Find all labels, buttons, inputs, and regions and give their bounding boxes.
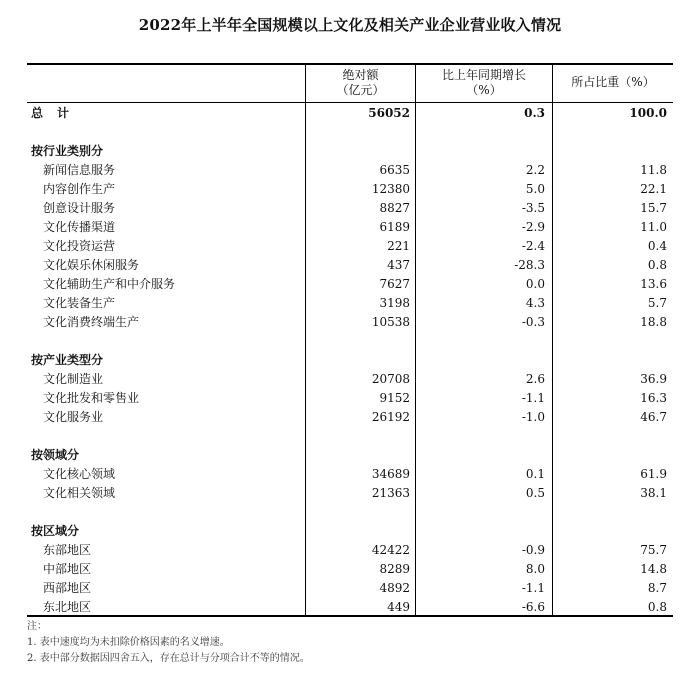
growth-cell: -28.3 (514, 258, 545, 272)
note-item: 1. 表中速度均为未扣除价格因素的名义增速。 (27, 637, 230, 648)
row-label: 文化核心领域 (43, 467, 116, 481)
table-row (0, 370, 700, 388)
row-label: 文化消费终端生产 (43, 315, 140, 329)
amount-cell: 6189 (379, 220, 410, 234)
growth-cell: -2.4 (521, 239, 545, 253)
page-title: 2022年上半年全国规模以上文化及相关产业企业营业收入情况 (138, 16, 562, 34)
table-row (0, 579, 700, 597)
share-cell: 16.3 (640, 391, 667, 405)
notes (27, 619, 310, 667)
header-amount (306, 68, 415, 98)
amount-cell: 20708 (371, 372, 410, 386)
share-cell: 38.1 (640, 486, 667, 500)
table-row (0, 313, 700, 331)
amount-cell: 6635 (379, 163, 410, 177)
growth-cell: -1.0 (521, 410, 545, 424)
growth-cell: 0.0 (525, 277, 545, 291)
table-row (0, 598, 700, 616)
section-title: 按产业类型分 (31, 353, 104, 367)
share-cell: 14.8 (640, 562, 667, 576)
row-label: 文化传播渠道 (43, 220, 116, 234)
share-cell: 100.0 (629, 106, 667, 120)
amount-cell: 9152 (379, 391, 410, 405)
amount-cell: 12380 (371, 182, 410, 196)
growth-cell: -3.5 (521, 201, 545, 215)
note-item: 2. 表中部分数据因四舍五入，存在总计与分项合计不等的情况。 (27, 653, 310, 664)
section-title: 按行业类别分 (31, 144, 104, 158)
growth-cell: 0.5 (525, 486, 545, 500)
table-row (0, 199, 700, 217)
amount-cell: 8827 (379, 201, 410, 215)
growth-cell: 0.3 (524, 106, 545, 120)
share-cell: 61.9 (640, 467, 667, 481)
row-label: 中部地区 (43, 562, 92, 576)
amount-cell: 21363 (371, 486, 410, 500)
header-growth-unit: （%） (466, 83, 502, 97)
section-heading (0, 446, 700, 464)
row-label: 新闻信息服务 (43, 163, 116, 177)
table-row (0, 218, 700, 236)
table-row (0, 275, 700, 293)
amount-cell: 7627 (379, 277, 410, 291)
row-label: 总计 (31, 106, 84, 120)
section-heading (0, 351, 700, 369)
growth-cell: 4.3 (525, 296, 545, 310)
row-label: 文化装备生产 (43, 296, 116, 310)
row-label: 文化投资运营 (43, 239, 116, 253)
row-label: 创意设计服务 (43, 201, 116, 215)
growth-cell: 2.6 (525, 372, 545, 386)
section-title: 按区域分 (31, 524, 80, 538)
amount-cell: 8289 (379, 562, 410, 576)
growth-cell: -2.9 (521, 220, 545, 234)
section-title: 按领域分 (31, 448, 80, 462)
growth-cell: 8.0 (525, 562, 545, 576)
table-row (0, 256, 700, 274)
table-row (0, 560, 700, 578)
row-label: 文化批发和零售业 (43, 391, 140, 405)
row-label: 东部地区 (43, 543, 92, 557)
row-label: 文化相关领域 (43, 486, 116, 500)
row-label: 东北地区 (43, 600, 92, 614)
share-cell: 15.7 (640, 201, 667, 215)
growth-cell: 0.1 (525, 467, 545, 481)
header-growth (416, 68, 552, 98)
header-amount-name: 绝对额 (342, 68, 379, 82)
section-heading (0, 522, 700, 540)
section-heading (0, 142, 700, 160)
amount-cell: 3198 (379, 296, 410, 310)
share-cell: 8.7 (647, 581, 667, 595)
amount-cell: 56052 (368, 106, 410, 120)
share-cell: 11.0 (640, 220, 667, 234)
header-amount-unit: （亿元） (336, 83, 385, 97)
growth-cell: -1.1 (521, 581, 545, 595)
growth-cell: -0.3 (521, 315, 545, 329)
share-cell: 13.6 (640, 277, 667, 291)
table-row (0, 294, 700, 312)
table-row (0, 161, 700, 179)
table-row (0, 465, 700, 483)
header-growth-name: 比上年同期增长 (441, 68, 526, 82)
row-label: 文化娱乐休闲服务 (43, 258, 140, 272)
table-row (0, 408, 700, 426)
share-cell: 22.1 (640, 182, 667, 196)
share-cell: 0.4 (647, 239, 667, 253)
growth-cell: 2.2 (525, 163, 545, 177)
amount-cell: 4892 (379, 581, 410, 595)
table-row (0, 180, 700, 198)
table-row (0, 389, 700, 407)
share-cell: 75.7 (640, 543, 667, 557)
share-cell: 11.8 (640, 163, 667, 177)
table-header-rule (27, 102, 673, 103)
growth-cell: -1.1 (521, 391, 545, 405)
share-cell: 5.7 (647, 296, 667, 310)
table-row (0, 484, 700, 502)
table-top-rule (27, 63, 673, 65)
share-cell: 46.7 (640, 410, 667, 424)
amount-cell: 26192 (371, 410, 410, 424)
growth-cell: -0.9 (521, 543, 545, 557)
row-label: 文化制造业 (43, 372, 104, 386)
amount-cell: 221 (387, 239, 410, 253)
share-cell: 0.8 (647, 600, 667, 614)
amount-cell: 42422 (371, 543, 410, 557)
amount-cell: 34689 (371, 467, 410, 481)
row-label: 内容创作生产 (43, 182, 116, 196)
growth-cell: -6.6 (521, 600, 545, 614)
growth-cell: 5.0 (525, 182, 545, 196)
table-row (0, 541, 700, 559)
table-row (0, 237, 700, 255)
header-share: 所占比重（%） (571, 75, 655, 89)
share-cell: 0.8 (647, 258, 667, 272)
row-label: 西部地区 (43, 581, 92, 595)
row-label: 文化辅助生产和中介服务 (43, 277, 176, 291)
amount-cell: 437 (387, 258, 410, 272)
notes-heading: 注： (27, 621, 47, 632)
share-cell: 18.8 (640, 315, 667, 329)
share-cell: 36.9 (640, 372, 667, 386)
total-row (0, 104, 700, 122)
row-label: 文化服务业 (43, 410, 104, 424)
amount-cell: 10538 (371, 315, 410, 329)
amount-cell: 449 (387, 600, 410, 614)
